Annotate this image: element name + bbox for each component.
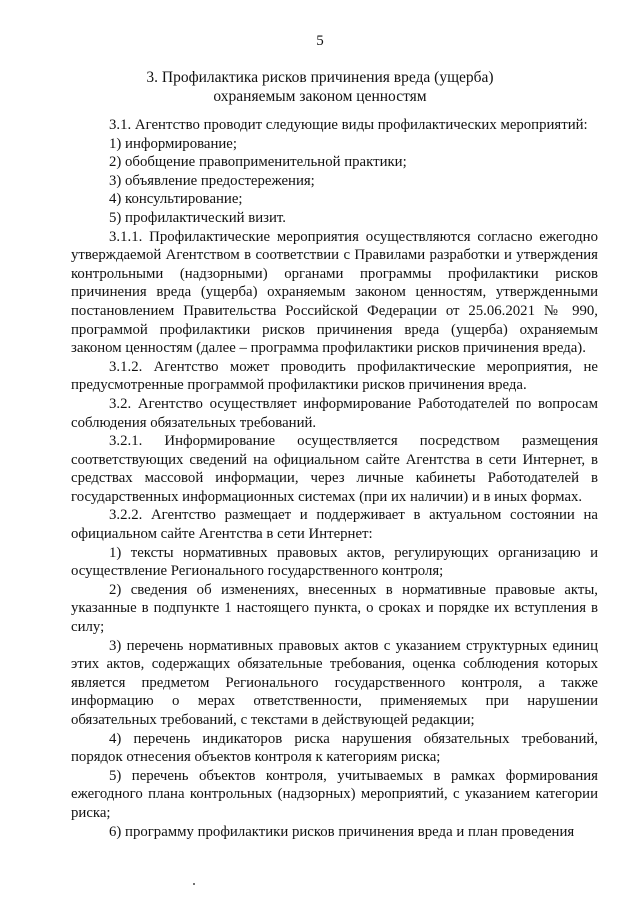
list-item: 1) тексты нормативных правовых актов, регулирующих организацию и осуществление Регионального государственного контроля; bbox=[71, 544, 598, 580]
paragraph-3-2: 3.2. Агентство осуществляет информирование Работодателей по вопросам соблюдения обязательных требований. bbox=[71, 395, 598, 431]
paragraph-3-2-1: 3.2.1. Информирование осуществляется посредством размещения соответствующих сведений на официальном сайте Агентства в сети Интернет, в средствах массовой информации, через личные кабинеты Работодателей в государственных информационных системах (при их наличии) и в иных формах. bbox=[71, 433, 598, 505]
document-body bbox=[71, 116, 598, 841]
list-item: 3) объявление предостережения; bbox=[109, 172, 315, 189]
list-item: 4) консультирование; bbox=[109, 191, 243, 208]
section-heading-line-2: охраняемым законом ценностям bbox=[213, 88, 427, 105]
list-item: 2) обобщение правоприменительной практики; bbox=[109, 154, 407, 171]
section-heading-line-1: 3. Профилактика рисков причинения вреда (ущерба) bbox=[146, 69, 494, 86]
list-item: 1) информирование; bbox=[109, 135, 237, 152]
list-item: 3) перечень нормативных правовых актов с указанием структурных единиц этих актов, содержащих обязательные требования, оценка соблюдения которых является предметом Регионального государственного контроля, а также информацию о мерах ответственности, применяемых при нарушении обязательных требований, с текстами в действующей редакции; bbox=[71, 637, 598, 728]
list-item: 5) профилактический визит. bbox=[109, 209, 286, 226]
section-heading bbox=[100, 68, 540, 106]
scan-dot bbox=[193, 883, 195, 885]
paragraph-3-2-2: 3.2.2. Агентство размещает и поддерживает в актуальном состоянии на официальном сайте Агентства в сети Интернет: bbox=[71, 507, 598, 543]
page-number: 5 bbox=[316, 33, 324, 49]
paragraph-3-1: 3.1. Агентство проводит следующие виды профилактических мероприятий: bbox=[109, 117, 588, 133]
list-item: 2) сведения об изменениях, внесенных в нормативные правовые акты, указанные в подпункте 1 настоящего пункта, о сроках и порядке их вступления в силу; bbox=[71, 581, 598, 636]
list-item: 4) перечень индикаторов риска нарушения обязательных требований, порядок отнесения объектов контроля к категориям риска; bbox=[71, 730, 598, 766]
list-item: 6) программу профилактики рисков причинения вреда и план проведения bbox=[109, 823, 575, 840]
paragraph-3-1-1: 3.1.1. Профилактические мероприятия осуществляются согласно ежегодно утверждаемой Агентством в соответствии с Правилами разработки и утверждения контрольными (надзорными) органами программы профилактики рисков причинения вреда (ущерба) охраняемым законом ценностям, утвержденными постановлением Правительства Российской Федерации от 25.06.2021 № 990, программой профилактики рисков причинения вреда (ущерба) охраняемым законом ценностям (далее – программа профилактики рисков причинения вреда). bbox=[71, 228, 598, 357]
list-item: 5) перечень объектов контроля, учитываемых в рамках формирования ежегодного плана контрольных (надзорных) мероприятий, с указанием категории риска; bbox=[71, 767, 598, 821]
paragraph-3-1-2: 3.1.2. Агентство может проводить профилактические мероприятия, не предусмотренные программой профилактики рисков причинения вреда. bbox=[71, 358, 598, 394]
